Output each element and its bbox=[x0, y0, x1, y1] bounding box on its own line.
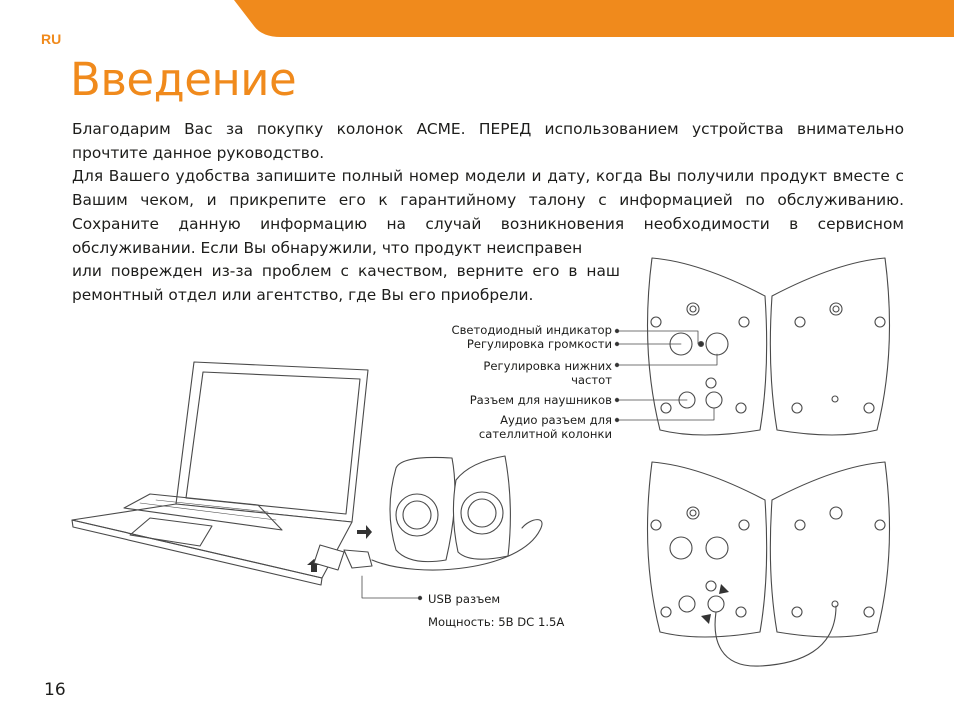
language-tag: RU bbox=[41, 31, 62, 47]
label-headphone-jack: Разъем для наушников bbox=[469, 393, 612, 407]
label-power: Мощность: 5В DC 1.5A bbox=[428, 615, 565, 629]
label-usb-connector: USB разъем bbox=[428, 592, 501, 606]
label-bass-control-2: частот bbox=[571, 373, 612, 387]
label-satellite-jack-1: Аудио разъем для bbox=[500, 413, 612, 427]
label-satellite-jack-2: сателлитной колонки bbox=[478, 427, 612, 441]
paragraph-1: Благодарим Вас за покупку колонок ACME. ПЕРЕД использованием устройства внимательно прочтите данное руководство. bbox=[72, 120, 904, 162]
page-number: 16 bbox=[44, 680, 66, 700]
label-led-indicator: Светодиодный индикатор bbox=[451, 323, 612, 337]
usb-callout bbox=[362, 576, 422, 600]
paragraph-3: или поврежден из-за проблем с качеством, верните его в наш ремонтный отдел или агентство, где Вы его приобрели. bbox=[72, 262, 620, 304]
label-bass-control-1: Регулировка нижних bbox=[483, 359, 612, 373]
paragraph-2: Для Вашего удобства запишите полный номер модели и дату, когда Вы получили продукт вместе с Вашим чеком, и прикрепите его к гарантийному талону с информацией по обслуживанию. Сохраните данную информацию на случай возникновения необходимости в сервисном обслуживании. Если Вы обнаружили, что продукт неисправен bbox=[72, 167, 904, 257]
rear-speakers-top bbox=[648, 258, 890, 435]
rear-speakers-bottom bbox=[648, 462, 890, 666]
page-title: Введение bbox=[70, 53, 297, 106]
label-volume-control: Регулировка громкости bbox=[466, 337, 612, 351]
front-speakers bbox=[390, 456, 510, 562]
